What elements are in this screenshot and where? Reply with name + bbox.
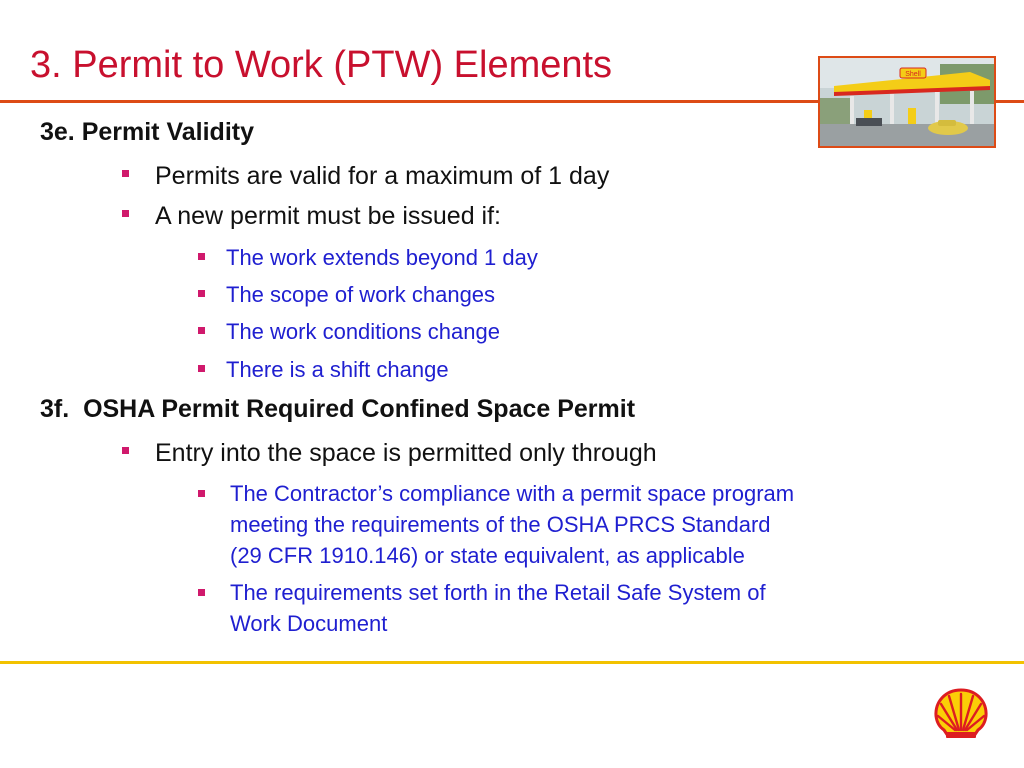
list-item (122, 439, 657, 468)
text-line: The requirements set forth in the Retail Safe System of (230, 580, 766, 605)
square-bullet-icon (198, 589, 205, 596)
text-line: The Contractor’s compliance with a permit space program (230, 481, 795, 506)
sub-list-item-text (230, 478, 794, 571)
footer-divider (0, 661, 1024, 664)
sub-list-item (198, 354, 449, 385)
sub-list-item (198, 478, 958, 571)
list-item-text: Permits are valid for a maximum of 1 day (155, 162, 610, 190)
sub-list-item-text (230, 577, 766, 639)
section-heading-3e: 3e. Permit Validity (40, 118, 254, 146)
sub-list-item-text: The work conditions change (226, 319, 500, 344)
square-bullet-icon (122, 447, 129, 454)
sub-list-item-text: There is a shift change (226, 357, 449, 382)
square-bullet-icon (198, 290, 205, 297)
list-item (122, 162, 609, 191)
text-line: (29 CFR 1910.146) or state equivalent, as applicable (230, 543, 745, 568)
title-divider-right (996, 100, 1024, 103)
text-line: Work Document (230, 611, 388, 636)
sub-list-item (198, 316, 500, 347)
section-heading-3f: 3f. OSHA Permit Required Confined Space Permit (40, 395, 636, 423)
square-bullet-icon (198, 365, 205, 372)
square-bullet-icon (198, 327, 205, 334)
sub-list-item (198, 577, 958, 639)
sign-text: Shell (905, 71, 921, 78)
list-item-text: Entry into the space is permitted only through (155, 439, 657, 467)
square-bullet-icon (198, 253, 205, 260)
slide-title: 3. Permit to Work (PTW) Elements (30, 44, 613, 86)
square-bullet-icon (198, 490, 205, 497)
text-line: meeting the requirements of the OSHA PRCS Standard (230, 512, 771, 537)
square-bullet-icon (122, 170, 129, 177)
title-divider (0, 100, 818, 103)
sub-list-item (198, 279, 495, 310)
sub-list-item (198, 242, 538, 273)
sub-list-item-text: The work extends beyond 1 day (226, 245, 538, 270)
list-item (122, 202, 501, 231)
shell-pecten-logo-icon (932, 686, 990, 749)
sub-list-item-text: The scope of work changes (226, 282, 496, 307)
gas-station-photo (818, 56, 996, 148)
list-item-text: A new permit must be issued if: (155, 202, 501, 230)
square-bullet-icon (122, 210, 129, 217)
